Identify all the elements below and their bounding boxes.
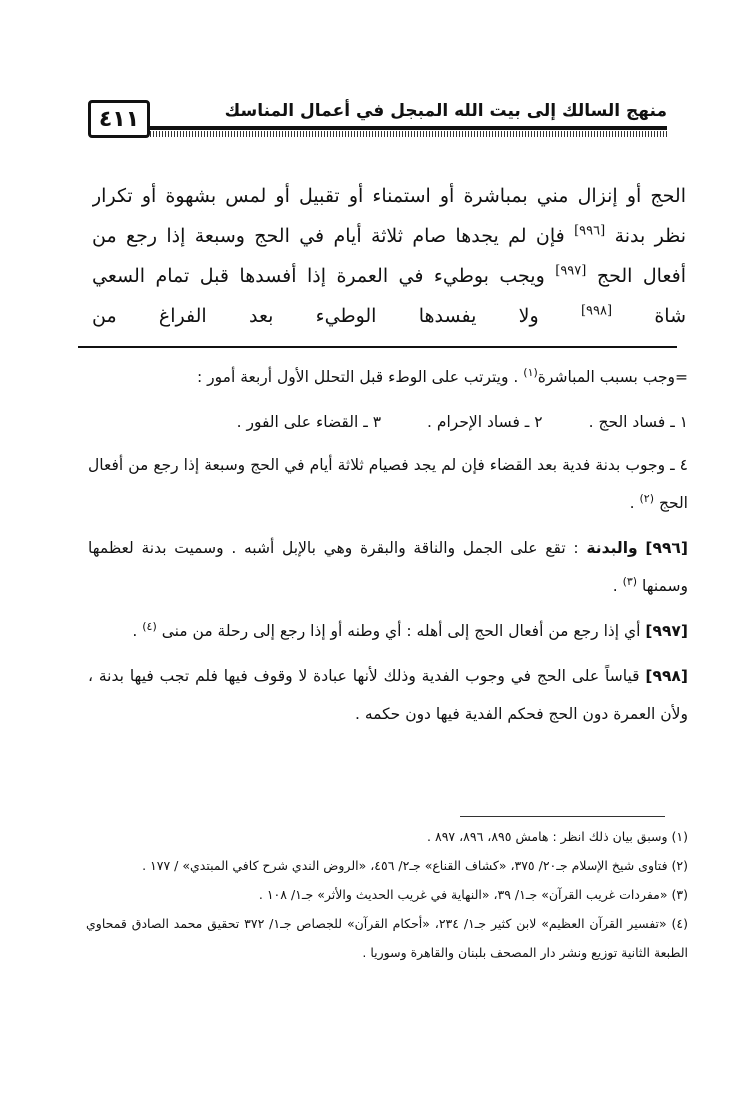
commentary-text: . ويترتب على الوطء قبل التحلل الأول أربعة أمور : — [197, 368, 519, 386]
footnote: (٣) «مفردات غريب القرآن» جـ١/ ٣٩، «النهاية في غريب الحديث والأثر» جـ١/ ١٠٨ . — [258, 887, 688, 902]
main-text-segment: شاة — [654, 305, 686, 327]
footnote: (٢) فتاوى شيخ الإسلام جـ٢٠/ ٣٧٥، «كشاف القناع» جـ٢/ ٤٥٦، «الروض الندي شرح كافي المبتدي» / ١٧٧ . — [142, 858, 688, 873]
note-text: أي إذا رجع من أفعال الحج إلى أهله : أي وطنه أو إذا رجع إلى رحلة من منى — [161, 622, 641, 640]
main-line — [92, 216, 686, 256]
note-number: [٩٩٧] — [645, 622, 688, 640]
section-separator — [78, 346, 677, 348]
note-text: . — [132, 622, 138, 640]
note-998 — [88, 657, 688, 733]
main-text-segment: فإن لم يجدها صام ثلاثة أيام في الحج وسبعة إذا رجع من — [92, 225, 565, 247]
main-text-segment: نظر بدنة — [614, 225, 686, 247]
commentary-text: . — [629, 494, 635, 512]
main-text-segment: ويجب بوطيء في العمرة إذا أفسدها قبل تمام السعي — [92, 265, 545, 287]
reference-marker: [٩٩٧] — [555, 263, 587, 279]
main-text-segment: ولا يفسدها الوطيء بعد الفراغ من — [92, 305, 539, 327]
running-title: منهج السالك إلى بيت الله المبجل في أعمال المناسك — [224, 101, 667, 121]
main-line — [92, 256, 686, 296]
main-text — [92, 176, 686, 336]
header-rule — [150, 126, 667, 130]
main-line — [92, 296, 686, 336]
note-997 — [88, 612, 688, 650]
numbered-items — [88, 403, 688, 441]
commentary-paragraph — [88, 446, 688, 522]
footnote: (١) وسبق بيان ذلك انظر : هامش ٨٩٥، ٨٩٦، ٨٩٧ . — [427, 829, 688, 844]
footnote-marker: (٢) — [639, 491, 655, 505]
footnotes — [86, 822, 688, 967]
commentary — [88, 358, 688, 740]
note-text: قياساً على الحج في وجوب الفدية وذلك لأنها عبادة لا وقوف فيها فلم تجب فيها بدنة ، ولأن العمرة دون الحج فحكم الفدية فيها دون حكمه . — [88, 667, 688, 723]
commentary-paragraph — [88, 358, 688, 396]
note-number: [٩٩٦] — [645, 539, 688, 557]
reference-marker: [٩٩٦] — [574, 223, 606, 239]
footnote-rule — [460, 816, 665, 817]
footnote-marker: (٤) — [142, 619, 157, 633]
main-line: الحج أو إنزال مني بمباشرة أو استمناء أو تقبيل أو لمس بشهوة أو تكرار — [92, 185, 686, 207]
note-text: . — [612, 577, 618, 595]
footnote-marker: (١) — [523, 365, 538, 379]
commentary-text: ٤ ـ وجوب بدنة فدية بعد القضاء فإن لم يجد فصيام ثلاثة أيام في الحج وسبعة إذا رجع من أفعال الحج — [88, 456, 688, 512]
note-text: : تقع على الجمل والناقة والبقرة وهي بالإبل أشبه . وسميت بدنة لعظمها وسمنها — [88, 539, 688, 595]
footnote: (٤) «تفسير القرآن العظيم» لابن كثير جـ١/ ٢٣٤، «أحكام القرآن» للجصاص جـ١/ ٣٧٢ تحقيق محمد الصادق قمحاوي الطبعة الثانية توزيع ونشر دار المصحف بلبنان والقاهرة وسوريا . — [86, 916, 689, 960]
header-hatch-rule — [150, 131, 667, 137]
reference-marker: [٩٩٨] — [580, 303, 613, 319]
main-text-segment: أفعال الحج — [596, 265, 686, 287]
note-996 — [88, 529, 688, 605]
list-item: ١ ـ فساد الحج . — [588, 413, 688, 431]
footnote-marker: (٣) — [622, 574, 638, 588]
list-item: ٢ ـ فساد الإحرام . — [427, 413, 543, 431]
commentary-text: =وجب بسبب المباشرة — [537, 368, 688, 386]
list-item: ٣ ـ القضاء على الفور . — [236, 413, 382, 431]
note-number: [٩٩٨] — [645, 667, 688, 685]
note-term: والبدنة — [586, 539, 638, 557]
page-number: ٤١١ — [88, 100, 150, 138]
